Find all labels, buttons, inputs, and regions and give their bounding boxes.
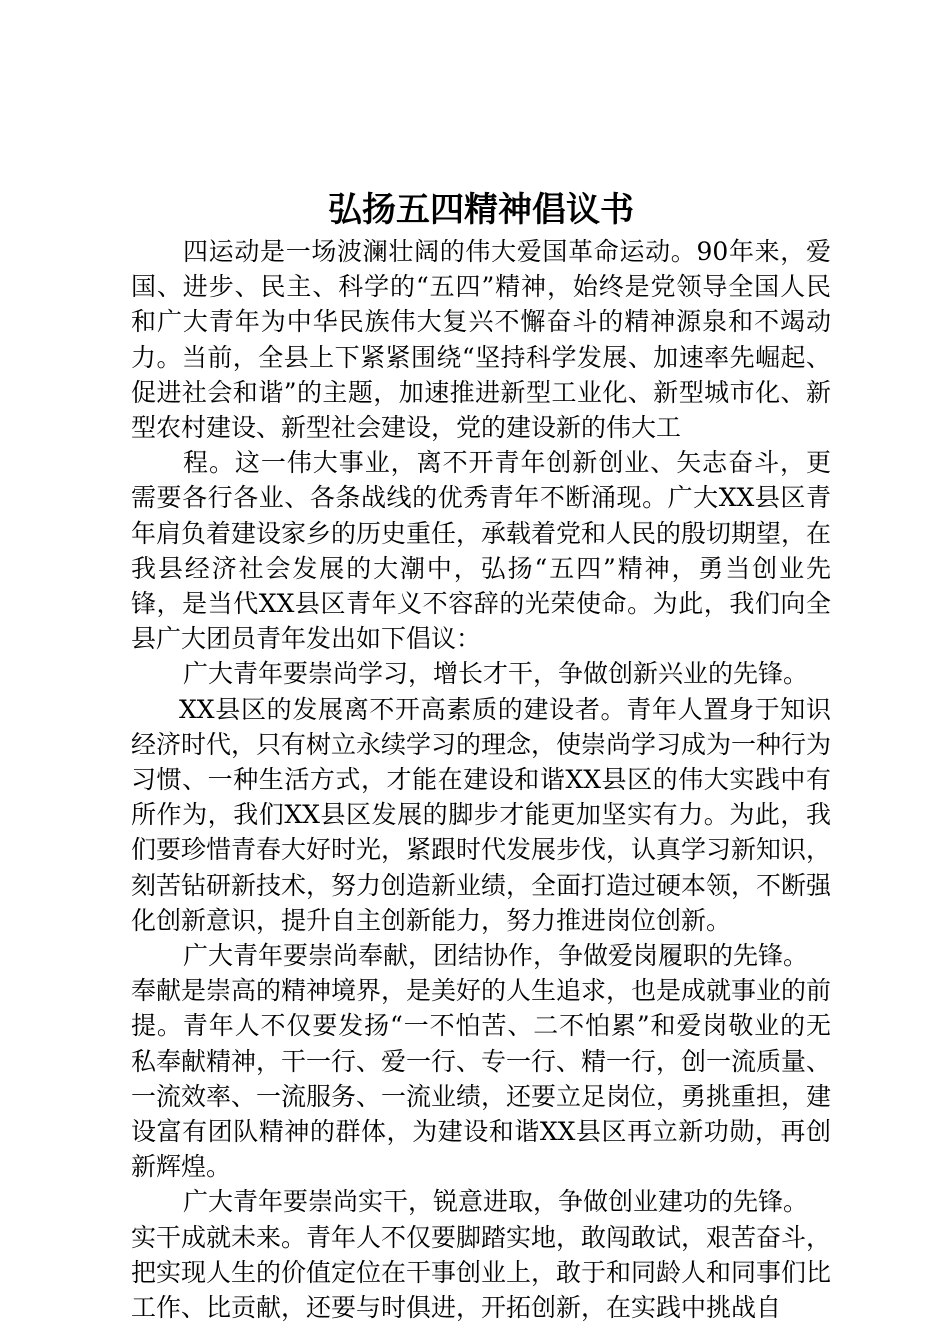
paragraph-dedication: 奉献是崇高的精神境界，是美好的人生追求，也是成就事业的前提。青年人不仅要发扬“一不怕苦、二不怕累”和爱岗敬业的无私奉献精神，干一行、爱一行、专一行、精一行，创一流质量、一流效率、一流服务、一流业绩，还要立足岗位，勇挑重担，建设富有团队精神的群体，为建设和谐XX县区再立新功勋，再创新辉煌。 [131,976,832,1182]
document-body [131,234,831,1325]
document-page [131,0,831,1344]
paragraph-heading-study: 广大青年要崇尚学习，增长才干，争做创新兴业的先锋。 [183,659,809,689]
paragraph-heading-dedication: 广大青年要崇尚奉献，团结协作，争做爱岗履职的先锋。 [183,941,809,971]
paragraph-practice: 实干成就未来。青年人不仅要脚踏实地，敢闯敢试，艰苦奋斗，把实现人生的价值定位在干事创业上，敢于和同龄人和同事们比工作、比贡献，还要与时俱进，开拓创新，在实践中挑战自 [131,1222,832,1323]
paragraph-heading-practice: 广大青年要崇尚实干，锐意进取，争做创业建功的先锋。 [183,1187,809,1217]
paragraph-intro: 四运动是一场波澜壮阔的伟大爱国革命运动。90年来，爱国、进步、民主、科学的“五四”精神，始终是党领导全国人民和广大青年为中华民族伟大复兴不懈奋斗的精神源泉和不竭动力。当前，全县上下紧紧围绕“坚持科学发展、加速率先崛起、促进社会和谐”的主题，加速推进新型工业化、新型城市化、新型农村建设、新型社会建设，党的建设新的伟大工 [131,237,831,443]
document-title: 弘扬五四精神倡议书 [328,190,634,230]
paragraph-mission: 程。这一伟大事业，离不开青年创新创业、矢志奋斗，更需要各行各业、各条战线的优秀青年不断涌现。广大XX县区青年肩负着建设家乡的历史重任，承载着党和人民的殷切期望，在我县经济社会发展的大潮中，弘扬“五四”精神，勇当创业先锋，是当代XX县区青年义不容辞的光荣使命。为此，我们向全县广大团员青年发出如下倡议： [131,448,832,654]
paragraph-study: XX县区的发展离不开高素质的建设者。青年人置身于知识经济时代，只有树立永续学习的理念，使崇尚学习成为一种行为习惯、一种生活方式，才能在建设和谐XX县区的伟大实践中有所作为，我们XX县区发展的脚步才能更加坚实有力。为此，我们要珍惜青春大好时光，紧跟时代发展步伐，认真学习新知识，刻苦钻研新技术，努力创造新业绩，全面打造过硬本领，不断强化创新意识，提升自主创新能力，努力推进岗位创新。 [131,694,832,935]
